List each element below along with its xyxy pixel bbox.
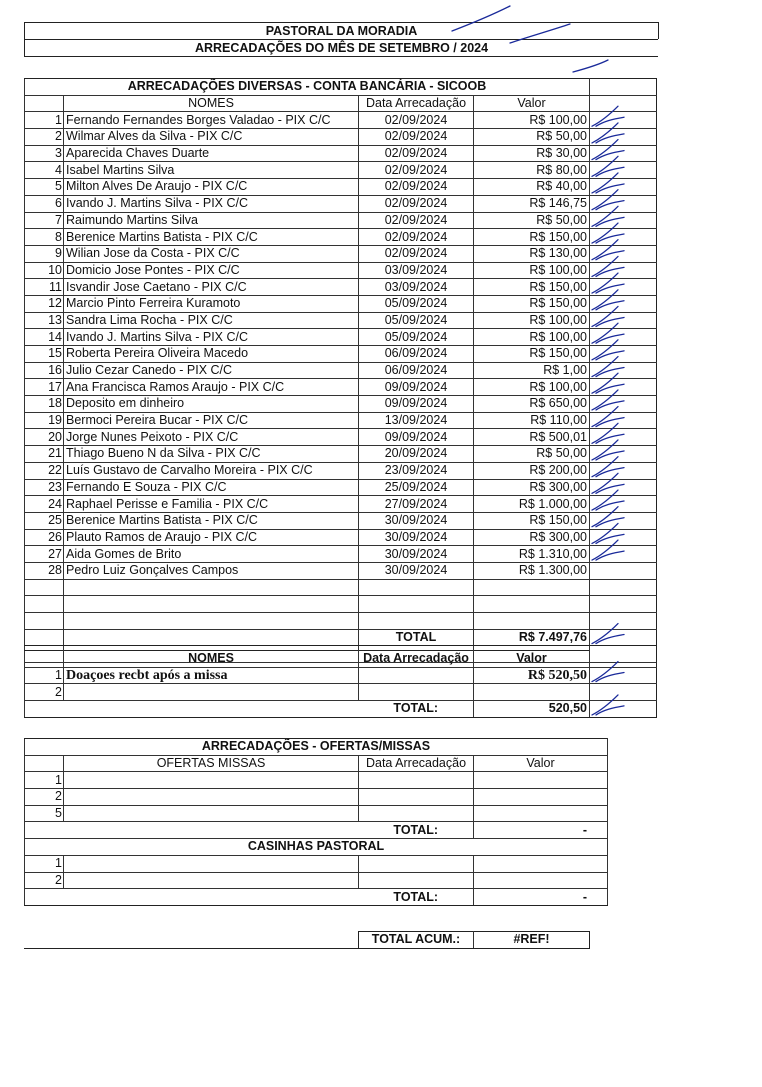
row-name: Ivando J. Martins Silva - PIX C/C (64, 329, 359, 346)
total-label: TOTAL: (359, 701, 474, 718)
table-row (25, 112, 657, 129)
row-date: 05/09/2024 (359, 329, 474, 346)
row-date: 02/09/2024 (359, 195, 474, 212)
total-label: TOTAL: (359, 822, 474, 839)
row-value: R$ 150,00 (474, 346, 590, 363)
column-header-date: Data Arrecadação (359, 95, 474, 112)
row-name: Wilian Jose da Costa - PIX C/C (64, 245, 359, 262)
row-value: R$ 520,50 (474, 667, 590, 684)
row-number: 1 (25, 855, 64, 872)
row-number: 2 (25, 872, 64, 889)
row-number: 19 (25, 412, 64, 429)
row-number: 21 (25, 446, 64, 463)
total-label: TOTAL: (359, 889, 474, 906)
row-value: R$ 50,00 (474, 212, 590, 229)
table-row (25, 245, 657, 262)
mass-donations-table (24, 650, 657, 718)
row-name: Raimundo Martins Silva (64, 212, 359, 229)
row-name: Domicio Jose Pontes - PIX C/C (64, 262, 359, 279)
total-value: - (474, 889, 608, 906)
row-name: Fernando E Souza - PIX C/C (64, 479, 359, 496)
row-number: 9 (25, 245, 64, 262)
table-row (25, 479, 657, 496)
row-number: 1 (25, 667, 64, 684)
row-date: 27/09/2024 (359, 496, 474, 513)
row-name: Isvandir Jose Caetano - PIX C/C (64, 279, 359, 296)
table-row (25, 462, 657, 479)
row-date: 05/09/2024 (359, 295, 474, 312)
row-name: Berenice Martins Batista - PIX C/C (64, 229, 359, 246)
row-number: 2 (25, 789, 64, 806)
row-date: 09/09/2024 (359, 396, 474, 413)
row-number: 8 (25, 229, 64, 246)
table-row (25, 562, 657, 579)
table-row (25, 195, 657, 212)
table-row (25, 295, 657, 312)
footer-rule (24, 948, 359, 949)
row-value: R$ 300,00 (474, 479, 590, 496)
row-number: 7 (25, 212, 64, 229)
total-value: - (474, 822, 608, 839)
table-row (25, 512, 657, 529)
row-date: 02/09/2024 (359, 145, 474, 162)
row-name: Wilmar Alves da Silva - PIX C/C (64, 129, 359, 146)
row-date: 30/09/2024 (359, 562, 474, 579)
table-row (25, 396, 657, 413)
row-number: 14 (25, 329, 64, 346)
row-number: 10 (25, 262, 64, 279)
row-number: 6 (25, 195, 64, 212)
row-number: 28 (25, 562, 64, 579)
row-name: Berenice Martins Batista - PIX C/C (64, 512, 359, 529)
table-row (25, 312, 657, 329)
row-name: Julio Cezar Canedo - PIX C/C (64, 362, 359, 379)
row-date: 09/09/2024 (359, 379, 474, 396)
row-number: 3 (25, 145, 64, 162)
bank-collections-table (24, 78, 657, 663)
row-name: Sandra Lima Rocha - PIX C/C (64, 312, 359, 329)
check-mark-icon (573, 60, 608, 72)
table-row (25, 329, 657, 346)
row-date: 03/09/2024 (359, 279, 474, 296)
total-label: TOTAL (359, 629, 474, 646)
row-name: Milton Alves De Araujo - PIX C/C (64, 179, 359, 196)
row-value: R$ 500,01 (474, 429, 590, 446)
row-date: 25/09/2024 (359, 479, 474, 496)
column-header-offerings: OFERTAS MISSAS (64, 755, 359, 772)
row-date: 30/09/2024 (359, 529, 474, 546)
row-number: 1 (25, 112, 64, 129)
row-name: Aparecida Chaves Duarte (64, 145, 359, 162)
row-date: 02/09/2024 (359, 229, 474, 246)
row-date: 13/09/2024 (359, 412, 474, 429)
table-row (25, 412, 657, 429)
row-name: Aida Gomes de Brito (64, 546, 359, 563)
row-number: 17 (25, 379, 64, 396)
row-number: 26 (25, 529, 64, 546)
row-date: 06/09/2024 (359, 346, 474, 363)
row-number: 5 (25, 179, 64, 196)
row-date: 02/09/2024 (359, 162, 474, 179)
row-date: 06/09/2024 (359, 362, 474, 379)
table-row (25, 145, 657, 162)
row-value: R$ 100,00 (474, 262, 590, 279)
table-row (25, 279, 657, 296)
row-value: R$ 150,00 (474, 229, 590, 246)
total-value: R$ 7.497,76 (474, 629, 590, 646)
document-subtitle: ARRECADAÇÕES DO MÊS DE SETEMBRO / 2024 (24, 39, 658, 57)
section-title: ARRECADAÇÕES - OFERTAS/MISSAS (25, 739, 608, 756)
row-name: Ivando J. Martins Silva - PIX C/C (64, 195, 359, 212)
row-value: R$ 1.000,00 (474, 496, 590, 513)
table-row (25, 379, 657, 396)
column-header-date: Data Arrecadação (359, 651, 474, 668)
table-row (25, 229, 657, 246)
row-value: R$ 300,00 (474, 529, 590, 546)
table-row (25, 212, 657, 229)
table-row (25, 496, 657, 513)
table-row (25, 179, 657, 196)
table-row (25, 362, 657, 379)
column-header-names: NOMES (64, 651, 359, 668)
row-name: Deposito em dinheiro (64, 396, 359, 413)
row-value: R$ 650,00 (474, 396, 590, 413)
document-title: PASTORAL DA MORADIA (24, 22, 659, 39)
row-value: R$ 50,00 (474, 129, 590, 146)
row-value: R$ 150,00 (474, 512, 590, 529)
row-number: 5 (25, 805, 64, 822)
row-value: R$ 1.310,00 (474, 546, 590, 563)
accumulated-total-value: #REF! (474, 932, 590, 949)
row-value: R$ 30,00 (474, 145, 590, 162)
row-value: R$ 1.300,00 (474, 562, 590, 579)
accumulated-total (358, 931, 590, 949)
row-number: 2 (25, 684, 64, 701)
row-name: Fernando Fernandes Borges Valadao - PIX C/C (64, 112, 359, 129)
table-row (25, 529, 657, 546)
row-number: 20 (25, 429, 64, 446)
row-value: R$ 40,00 (474, 179, 590, 196)
row-name: Marcio Pinto Ferreira Kuramoto (64, 295, 359, 312)
row-number: 22 (25, 462, 64, 479)
accumulated-total-label: TOTAL ACUM.: (359, 932, 474, 949)
row-name: Bermoci Pereira Bucar - PIX C/C (64, 412, 359, 429)
row-number: 2 (25, 129, 64, 146)
section-title: ARRECADAÇÕES DIVERSAS - CONTA BANCÁRIA - SICOOB (25, 79, 590, 96)
row-date: 02/09/2024 (359, 112, 474, 129)
row-number: 27 (25, 546, 64, 563)
row-name: Pedro Luiz Gonçalves Campos (64, 562, 359, 579)
table-row (25, 546, 657, 563)
row-date: 09/09/2024 (359, 429, 474, 446)
row-value: R$ 150,00 (474, 279, 590, 296)
row-number: 16 (25, 362, 64, 379)
row-number: 25 (25, 512, 64, 529)
column-header-value: Valor (474, 755, 608, 772)
row-value: R$ 100,00 (474, 379, 590, 396)
row-name: Roberta Pereira Oliveira Macedo (64, 346, 359, 363)
total-value: 520,50 (474, 701, 590, 718)
row-number: 13 (25, 312, 64, 329)
table-row (25, 346, 657, 363)
row-date: 20/09/2024 (359, 446, 474, 463)
row-value: R$ 100,00 (474, 312, 590, 329)
row-value: R$ 100,00 (474, 112, 590, 129)
row-date: 03/09/2024 (359, 262, 474, 279)
row-name: Ana Francisca Ramos Araujo - PIX C/C (64, 379, 359, 396)
table-row (25, 162, 657, 179)
row-name: Raphael Perisse e Familia - PIX C/C (64, 496, 359, 513)
column-header-value: Valor (474, 651, 590, 668)
column-header-names: NOMES (64, 95, 359, 112)
row-number: 23 (25, 479, 64, 496)
row-value: R$ 110,00 (474, 412, 590, 429)
row-date: 30/09/2024 (359, 512, 474, 529)
row-number: 4 (25, 162, 64, 179)
row-name: Isabel Martins Silva (64, 162, 359, 179)
row-date: 02/09/2024 (359, 245, 474, 262)
column-header-date: Data Arrecadação (359, 755, 474, 772)
row-name: Plauto Ramos de Araujo - PIX C/C (64, 529, 359, 546)
row-name: Doaçoes recbt após a missa (64, 667, 359, 684)
column-header-value: Valor (474, 95, 590, 112)
row-name: Thiago Bueno N da Silva - PIX C/C (64, 446, 359, 463)
row-date: 05/09/2024 (359, 312, 474, 329)
row-value: R$ 50,00 (474, 446, 590, 463)
row-value: R$ 130,00 (474, 245, 590, 262)
offerings-table (24, 738, 608, 906)
row-number: 15 (25, 346, 64, 363)
subsection-title: CASINHAS PASTORAL (25, 839, 608, 856)
row-value: R$ 146,75 (474, 195, 590, 212)
row-date: 30/09/2024 (359, 546, 474, 563)
row-number: 24 (25, 496, 64, 513)
row-number: 18 (25, 396, 64, 413)
table-row (25, 262, 657, 279)
row-date: 02/09/2024 (359, 212, 474, 229)
table-row (25, 129, 657, 146)
row-value: R$ 80,00 (474, 162, 590, 179)
row-date: 23/09/2024 (359, 462, 474, 479)
row-number: 12 (25, 295, 64, 312)
row-date: 02/09/2024 (359, 179, 474, 196)
row-value: R$ 1,00 (474, 362, 590, 379)
row-date: 02/09/2024 (359, 129, 474, 146)
row-value: R$ 100,00 (474, 329, 590, 346)
row-number: 11 (25, 279, 64, 296)
table-row (25, 429, 657, 446)
row-value: R$ 150,00 (474, 295, 590, 312)
row-number: 1 (25, 772, 64, 789)
row-value: R$ 200,00 (474, 462, 590, 479)
row-name: Jorge Nunes Peixoto - PIX C/C (64, 429, 359, 446)
table-row (25, 446, 657, 463)
row-name: Luís Gustavo de Carvalho Moreira - PIX C/C (64, 462, 359, 479)
